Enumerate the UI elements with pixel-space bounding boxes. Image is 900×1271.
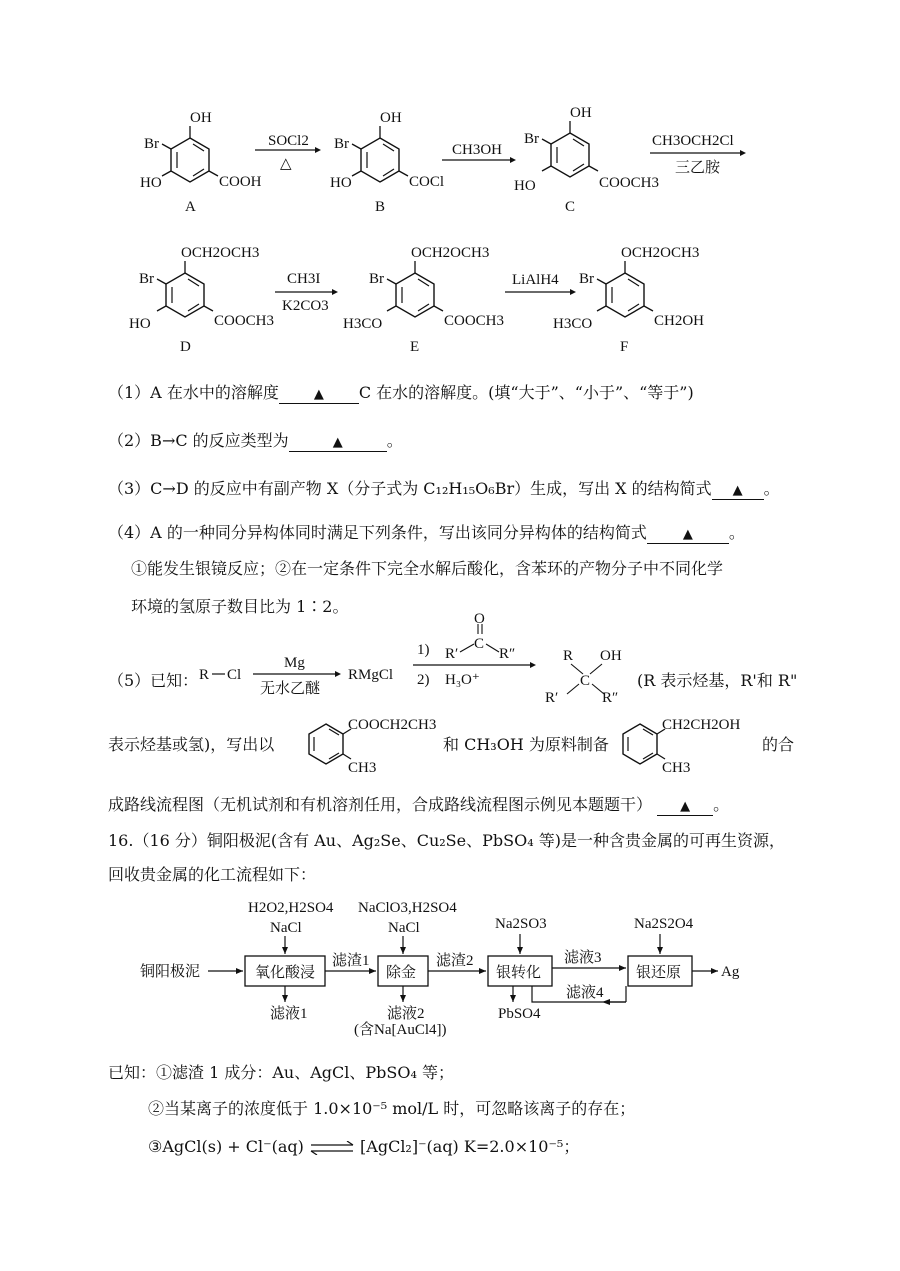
q16-line1: 16.（16 分）铜阳极泥(含有 Au、Ag₂Se、Cu₂Se、PbSO₄ 等)是一种含贵金属的可再生资源， xyxy=(108,831,785,850)
q5-prod-oh: OH xyxy=(600,648,622,664)
a-group: COOH xyxy=(219,174,262,190)
flow-out2: 滤液2 xyxy=(387,1006,425,1022)
arrow-3 xyxy=(650,133,746,176)
flow-box3-label: 银转化 xyxy=(496,965,542,981)
compound-a xyxy=(140,110,262,215)
q3-text-end: 。 xyxy=(763,479,780,498)
e-ho: H3CO xyxy=(343,316,383,332)
a-oh: OH xyxy=(190,110,212,126)
f-group: CH2OH xyxy=(654,313,705,329)
q5-tg-group: CH2CH2OH xyxy=(662,717,741,733)
compound-d xyxy=(129,245,274,355)
triangle-mark: ▲ xyxy=(680,799,691,814)
q16-known-3 xyxy=(148,1136,579,1158)
q16-known-1: 已知：①滤渣 1 成分：Au、AgCl、PbSO₄ 等； xyxy=(108,1063,454,1082)
q5-starting-material xyxy=(290,702,440,782)
d-group: COOCH3 xyxy=(214,313,275,329)
q5-target-molecule xyxy=(600,702,770,782)
compound-f xyxy=(553,245,704,355)
q2-text-end: 。 xyxy=(386,431,403,450)
q5-r-prime: R′ xyxy=(445,646,459,662)
d-top: OCH2OCH3 xyxy=(181,245,260,261)
reaction-scheme-row2 xyxy=(120,240,740,360)
flow-box1-label: 氧化酸浸 xyxy=(255,965,316,981)
b-ho: HO xyxy=(330,175,352,191)
q1-text: （1）A 在水中的溶解度 xyxy=(108,383,279,402)
q5-carbonyl-c: C xyxy=(474,636,485,652)
q16-line2: 回收贵金属的化工流程如下： xyxy=(108,865,317,884)
q4-text: （4）A 的一种同分异构体同时满足下列条件，写出该同分异构体的结构简式 xyxy=(108,523,647,542)
c-ho: HO xyxy=(514,178,536,194)
e-group: COOCH3 xyxy=(444,313,505,329)
triangle-mark: ▲ xyxy=(682,527,693,542)
q16-known-2: ②当某离子的浓度低于 1.0×10⁻⁵ mol/L 时，可忽略该离子的存在； xyxy=(148,1099,636,1118)
f-label: F xyxy=(620,339,629,355)
flow-reagent3: Na2SO3 xyxy=(495,916,547,932)
answer-blank-2[interactable] xyxy=(289,433,387,452)
d-ho: HO xyxy=(129,316,151,332)
answer-blank-4[interactable] xyxy=(647,525,729,544)
equilibrium-arrows-icon xyxy=(309,1141,355,1155)
q4-condition-2: 环境的氢原子数目比为 1∶2。 xyxy=(131,597,349,616)
q3-text: （3）C→D 的反应中有副产物 X（分子式为 C₁₂H₁₅O₆Br）生成，写出 X 的结构简式 xyxy=(108,479,712,498)
q5-h3o: H₃O⁺ xyxy=(445,672,480,688)
q5-tg-me: CH3 xyxy=(662,760,691,776)
triangle-mark: ▲ xyxy=(313,387,324,402)
flow-arrow34: 滤液3 xyxy=(564,950,602,966)
q16-known-3-right: [AgCl₂]⁻(aq) K=2.0×10⁻⁵； xyxy=(360,1137,580,1156)
q16-known-3-left: ③AgCl(s) + Cl⁻(aq) xyxy=(148,1137,304,1156)
flow-arrow12: 滤渣1 xyxy=(332,953,370,969)
a-label: A xyxy=(185,199,196,215)
flow-box4-label: 银还原 xyxy=(636,965,682,981)
flow-reagent2b: NaCl xyxy=(388,920,420,936)
answer-blank-3[interactable] xyxy=(712,481,764,500)
question-4 xyxy=(108,522,745,544)
q5-prod-r: R xyxy=(563,648,574,664)
arrow5-top: LiAlH4 xyxy=(512,272,559,288)
arrow-2 xyxy=(442,142,516,163)
question-3 xyxy=(108,478,780,500)
triangle-mark: ▲ xyxy=(732,483,743,498)
q5-prod-r-prime: R′ xyxy=(545,690,559,702)
arrow2-top: CH3OH xyxy=(452,142,503,158)
q5-line2-b: 和 CH₃OH 为原料制备 xyxy=(443,735,609,754)
q5-cl: Cl xyxy=(227,667,242,683)
q5-prod-r-dprime: R″ xyxy=(602,690,619,702)
q5-line3-text: 成路线流程图（无机试剂和有机溶剂任用，合成路线流程图示例见本题题干） xyxy=(108,795,653,814)
a-br: Br xyxy=(144,136,159,152)
c-label: C xyxy=(565,199,576,215)
e-label: E xyxy=(410,339,420,355)
flow-out3: PbSO4 xyxy=(498,1006,541,1022)
q4-text-end: 。 xyxy=(728,523,745,542)
b-group: COCl xyxy=(409,174,445,190)
flow-box2-label: 除金 xyxy=(386,965,417,981)
flow-reagent2a: NaClO3,H2SO4 xyxy=(358,900,457,916)
arrow4-bottom: K2CO3 xyxy=(282,298,329,314)
f-br: Br xyxy=(579,271,594,287)
q5-note: (R 表示烃基，R'和 R" xyxy=(637,671,798,690)
q5-sm-me: CH3 xyxy=(348,760,377,776)
f-ho: H3CO xyxy=(553,316,593,332)
flow-reagent1b: NaCl xyxy=(270,920,302,936)
a-ho: HO xyxy=(140,175,162,191)
q5-prod-c: C xyxy=(580,673,591,689)
d-br: Br xyxy=(139,271,154,287)
question-1 xyxy=(108,382,694,404)
flow-start: 铜阳极泥 xyxy=(140,964,201,980)
q5-solvent: 无水乙醚 xyxy=(260,681,321,697)
q5-line2-a: 表示烃基或氢)，写出以 xyxy=(108,735,275,754)
q5-step1: 1) xyxy=(417,642,430,658)
b-br: Br xyxy=(334,136,349,152)
b-label: B xyxy=(375,199,386,215)
q5-lead: （5）已知： xyxy=(108,671,199,690)
triangle-mark: ▲ xyxy=(332,435,343,450)
flow-end: Ag xyxy=(721,964,740,980)
arrow-5 xyxy=(505,272,576,295)
c-oh: OH xyxy=(570,105,592,121)
flow-reagent4: Na2S2O4 xyxy=(634,916,694,932)
q5-line3 xyxy=(108,794,729,816)
arrow4-top: CH3I xyxy=(287,271,321,287)
reaction-scheme-row1 xyxy=(120,105,780,225)
d-label: D xyxy=(180,339,191,355)
arrow1-top: SOCl2 xyxy=(268,133,309,149)
q5-line2-c: 的合 xyxy=(762,735,795,754)
answer-blank-5[interactable] xyxy=(657,797,713,816)
flow-arrow23: 滤渣2 xyxy=(436,953,474,969)
q5-mg: Mg xyxy=(284,655,305,671)
flow-out2b: (含Na[AuCl4]) xyxy=(354,1022,447,1038)
q5-line3-end: 。 xyxy=(713,795,730,814)
process-flowchart xyxy=(140,890,760,1050)
q5-o: O xyxy=(474,612,485,627)
compound-c xyxy=(514,105,659,215)
f-top: OCH2OCH3 xyxy=(621,245,700,261)
compound-b xyxy=(330,110,444,215)
answer-blank-1[interactable] xyxy=(279,385,359,404)
q5-sm-group: COOCH2CH3 xyxy=(348,717,437,733)
c-group: COOCH3 xyxy=(599,175,660,191)
q5-known-reaction xyxy=(195,612,635,702)
compound-e xyxy=(343,245,504,355)
flow-out1: 滤液1 xyxy=(270,1006,308,1022)
question-2 xyxy=(108,430,403,452)
q5-r: R xyxy=(199,667,210,683)
q5-step2: 2) xyxy=(417,672,430,688)
arrow3-top: CH3OCH2Cl xyxy=(652,133,734,149)
q5-r-dprime: R″ xyxy=(499,646,516,662)
arrow-1 xyxy=(255,133,321,172)
c-br: Br xyxy=(524,131,539,147)
arrow1-bottom: △ xyxy=(280,156,292,172)
q1-text-end: C 在水的溶解度。(填“大于”、“小于”、“等于”) xyxy=(358,383,694,402)
arrow-4 xyxy=(275,271,338,314)
e-top: OCH2OCH3 xyxy=(411,245,490,261)
e-br: Br xyxy=(369,271,384,287)
flow-reagent1a: H2O2,H2SO4 xyxy=(248,900,334,916)
flow-return: 滤液4 xyxy=(566,985,604,1001)
arrow3-bottom: 三乙胺 xyxy=(675,160,721,176)
q4-condition-1: ①能发生银镜反应；②在一定条件下完全水解后酸化，含苯环的产物分子中不同化学 xyxy=(131,559,724,578)
q5-rmgcl: RMgCl xyxy=(348,667,394,683)
b-oh: OH xyxy=(380,110,402,126)
q2-text: （2）B→C 的反应类型为 xyxy=(108,431,289,450)
